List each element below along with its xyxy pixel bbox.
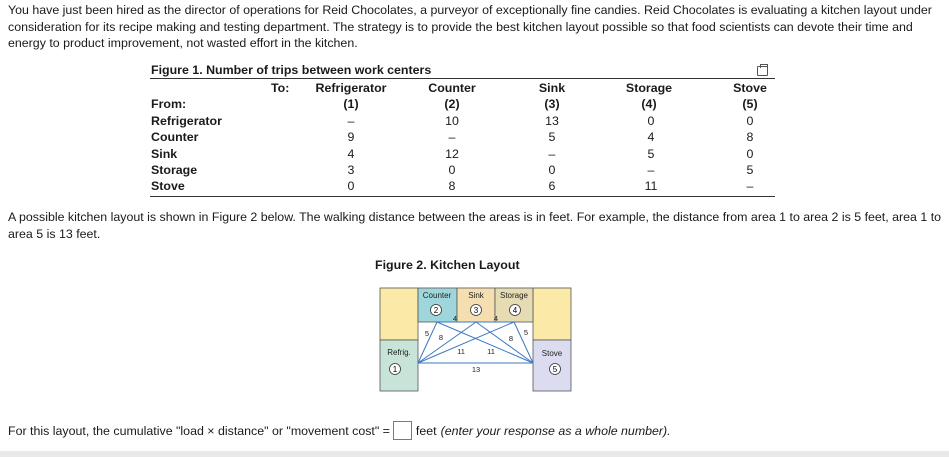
table-cell: – — [548, 147, 556, 161]
question-prefix: For this layout, the cumulative "load × distance" or "movement cost" = — [8, 423, 390, 438]
col-header-refrigerator: Refrigerator — [315, 81, 387, 95]
table-cell: 8 — [746, 130, 754, 144]
col-header-sink: Sink — [538, 81, 566, 95]
col-num-sink: (3) — [544, 97, 560, 111]
table-cell: – — [448, 130, 456, 144]
to-label: To: — [271, 81, 290, 95]
row-label-refrigerator: Refrigerator — [151, 114, 222, 128]
col-header-stove: Stove — [733, 81, 767, 95]
table-cell: 4 — [647, 130, 655, 144]
distance-1-4: 11 — [487, 347, 495, 356]
col-header-storage: Storage — [625, 81, 673, 95]
from-label: From: — [151, 97, 187, 111]
refrig-label: Refrig. — [387, 348, 411, 357]
counter-label: Counter — [422, 291, 452, 300]
sink-label: Sink — [468, 291, 484, 300]
area-1-number: 1 — [392, 365, 398, 374]
table-cell: 0 — [746, 147, 754, 161]
distance-4-5: 5 — [523, 328, 529, 337]
row-label-storage: Storage — [151, 163, 198, 177]
distance-1-3: 8 — [438, 333, 444, 342]
table-cell: 0 — [746, 114, 754, 128]
row-label-stove: Stove — [151, 179, 185, 193]
table-cell: 8 — [448, 179, 456, 193]
footer-bar — [0, 451, 949, 457]
area-3-number: 3 — [473, 306, 479, 315]
table-cell: 0 — [548, 163, 556, 177]
movement-cost-input[interactable] — [393, 421, 412, 440]
area-5-number: 5 — [552, 365, 558, 374]
kitchen-layout-diagram — [370, 283, 580, 395]
table-cell: 9 — [347, 130, 355, 144]
table-cell: 4 — [347, 147, 355, 161]
question-unit: feet — [415, 423, 437, 438]
question-line — [8, 421, 671, 440]
area-2-number: 2 — [433, 306, 439, 315]
distance-2-3: 4 — [452, 314, 458, 323]
storage-label: Storage — [499, 291, 529, 300]
right-top-block — [533, 288, 571, 340]
table-cell: 5 — [647, 147, 655, 161]
path-1-4 — [418, 322, 514, 363]
table-cell: 11 — [644, 179, 658, 193]
layout-description: A possible kitchen layout is shown in Figure 2 below. The walking distance between the areas is in feet. For example, the distance from area 1 to area 2 is 5 feet, area 1 to area 5 is 13 feet. — [8, 210, 942, 241]
table-cell: – — [647, 163, 655, 177]
col-header-counter: Counter — [428, 81, 476, 95]
col-num-refrigerator: (1) — [343, 97, 359, 111]
question-hint: (enter your response as a whole number). — [440, 423, 671, 438]
figure1-title: Figure 1. Number of trips between work centers — [151, 63, 432, 77]
copy-icon[interactable] — [757, 66, 768, 76]
table-cell: 5 — [548, 130, 556, 144]
left-top-block — [380, 288, 418, 340]
table-cell: 0 — [448, 163, 456, 177]
table-cell: 12 — [445, 147, 459, 161]
figure1-top-rule — [150, 78, 775, 79]
col-num-storage: (4) — [641, 97, 657, 111]
distance-3-4: 4 — [493, 314, 499, 323]
figure1-bottom-rule — [150, 196, 775, 197]
stove-label: Stove — [541, 349, 563, 358]
table-cell: 5 — [746, 163, 754, 177]
area-4-number: 4 — [512, 306, 518, 315]
col-num-counter: (2) — [444, 97, 460, 111]
table-cell: 6 — [548, 179, 556, 193]
table-cell: – — [347, 114, 355, 128]
table-cell: – — [746, 179, 754, 193]
table-cell: 13 — [545, 114, 559, 128]
row-label-counter: Counter — [151, 130, 199, 144]
distance-1-2: 5 — [424, 329, 430, 338]
table-cell: 0 — [647, 114, 655, 128]
row-label-sink: Sink — [151, 147, 178, 161]
distance-2-5: 11 — [457, 347, 465, 356]
table-cell: 10 — [445, 114, 459, 128]
table-cell: 3 — [347, 163, 355, 177]
col-num-stove: (5) — [742, 97, 758, 111]
distance-1-5: 13 — [471, 365, 481, 374]
intro-paragraph: You have just been hired as the director of operations for Reid Chocolates, a purveyor of exceptionally fine candies. Reid Chocolates is evaluating a kitchen layout under consideration for its recipe making and testing department. The strategy is to provide the best kitchen layout possible so that food scientists can devote their time and energy to product improvement, not wasted effort in the kitchen. — [8, 3, 932, 51]
table-cell: 0 — [347, 179, 355, 193]
distance-3-5: 8 — [508, 334, 514, 343]
figure2-title: Figure 2. Kitchen Layout — [375, 258, 520, 272]
